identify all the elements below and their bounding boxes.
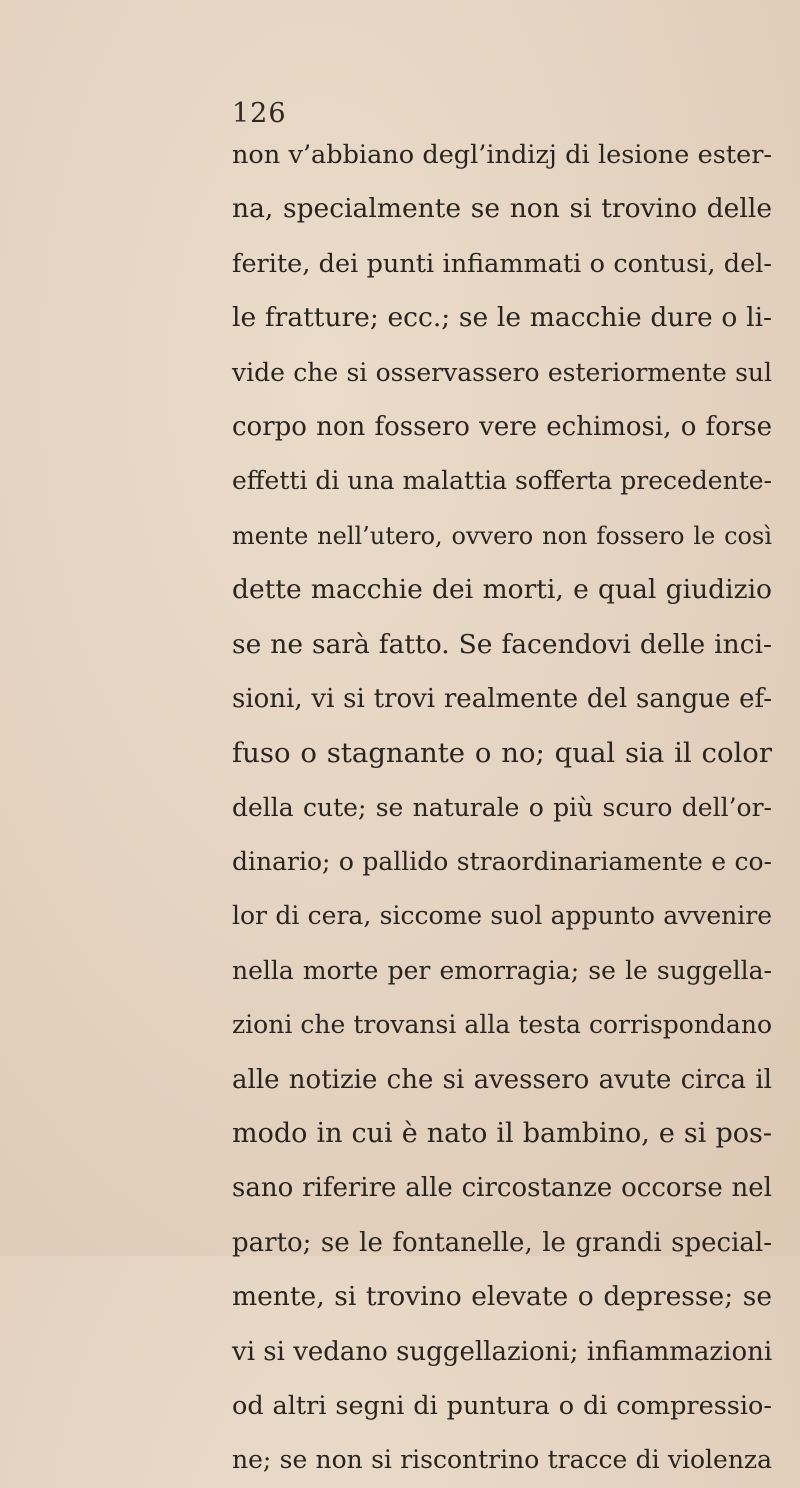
text-line: od altri segni di puntura o di compressio- [232, 1390, 772, 1421]
text-line: alle notizie che si avessero avute circa il [232, 1064, 772, 1095]
text-line: fuso o stagnante o no; qual sia il color [232, 737, 772, 770]
text-line: le fratture; ecc.; se le macchie dure o li- [232, 302, 772, 334]
text-line: parto; se le fontanelle, le grandi special- [232, 1227, 772, 1258]
text-line: vi si vedano suggellazioni; infiammazioni [232, 1336, 773, 1367]
text-line: corpo non fossero vere echimosi, o forse [232, 411, 772, 442]
text-line: sioni, vi si trovi realmente del sangue ef- [232, 683, 772, 714]
text-line: ferite, dei punti infiammati o contusi, del- [232, 248, 772, 279]
text-line: modo in cui è nato il bambino, e si pos- [232, 1118, 772, 1150]
text-line: na, specialmente se non si trovino delle [232, 193, 772, 225]
text-line: nella morte per emorragia; se le suggella- [232, 955, 772, 985]
text-line: sano riferire alle circostanze occorse nel [232, 1173, 772, 1204]
body-text [232, 128, 772, 1488]
text-line: se ne sarà fatto. Se facendovi delle inci- [232, 628, 772, 660]
text-line: vide che si osservassero esteriormente sul [232, 357, 772, 387]
text-line: lor di cera, siccome suol appunto avvenire [232, 901, 772, 931]
text-line: effetti di una malattia sofferta precedente- [232, 466, 772, 496]
page-number: 126 [232, 98, 287, 129]
text-line: mente nell’utero, ovvero non fossero le così [232, 521, 772, 550]
text-line: dette macchie dei morti, e qual giudizio [232, 574, 772, 606]
text-line: zioni che trovansi alla testa corrispondano [232, 1010, 772, 1040]
text-line: ne; se non si riscontrino tracce di violenza [232, 1445, 772, 1475]
text-line: dinario; o pallido straordinariamente e co- [232, 847, 772, 877]
text-line: non v’abbiano degl’indizj di lesione ester- [232, 140, 772, 170]
text-line: della cute; se naturale o più scuro dell’or- [232, 792, 772, 822]
text-line: mente, si trovino elevate o depresse; se [232, 1281, 772, 1313]
